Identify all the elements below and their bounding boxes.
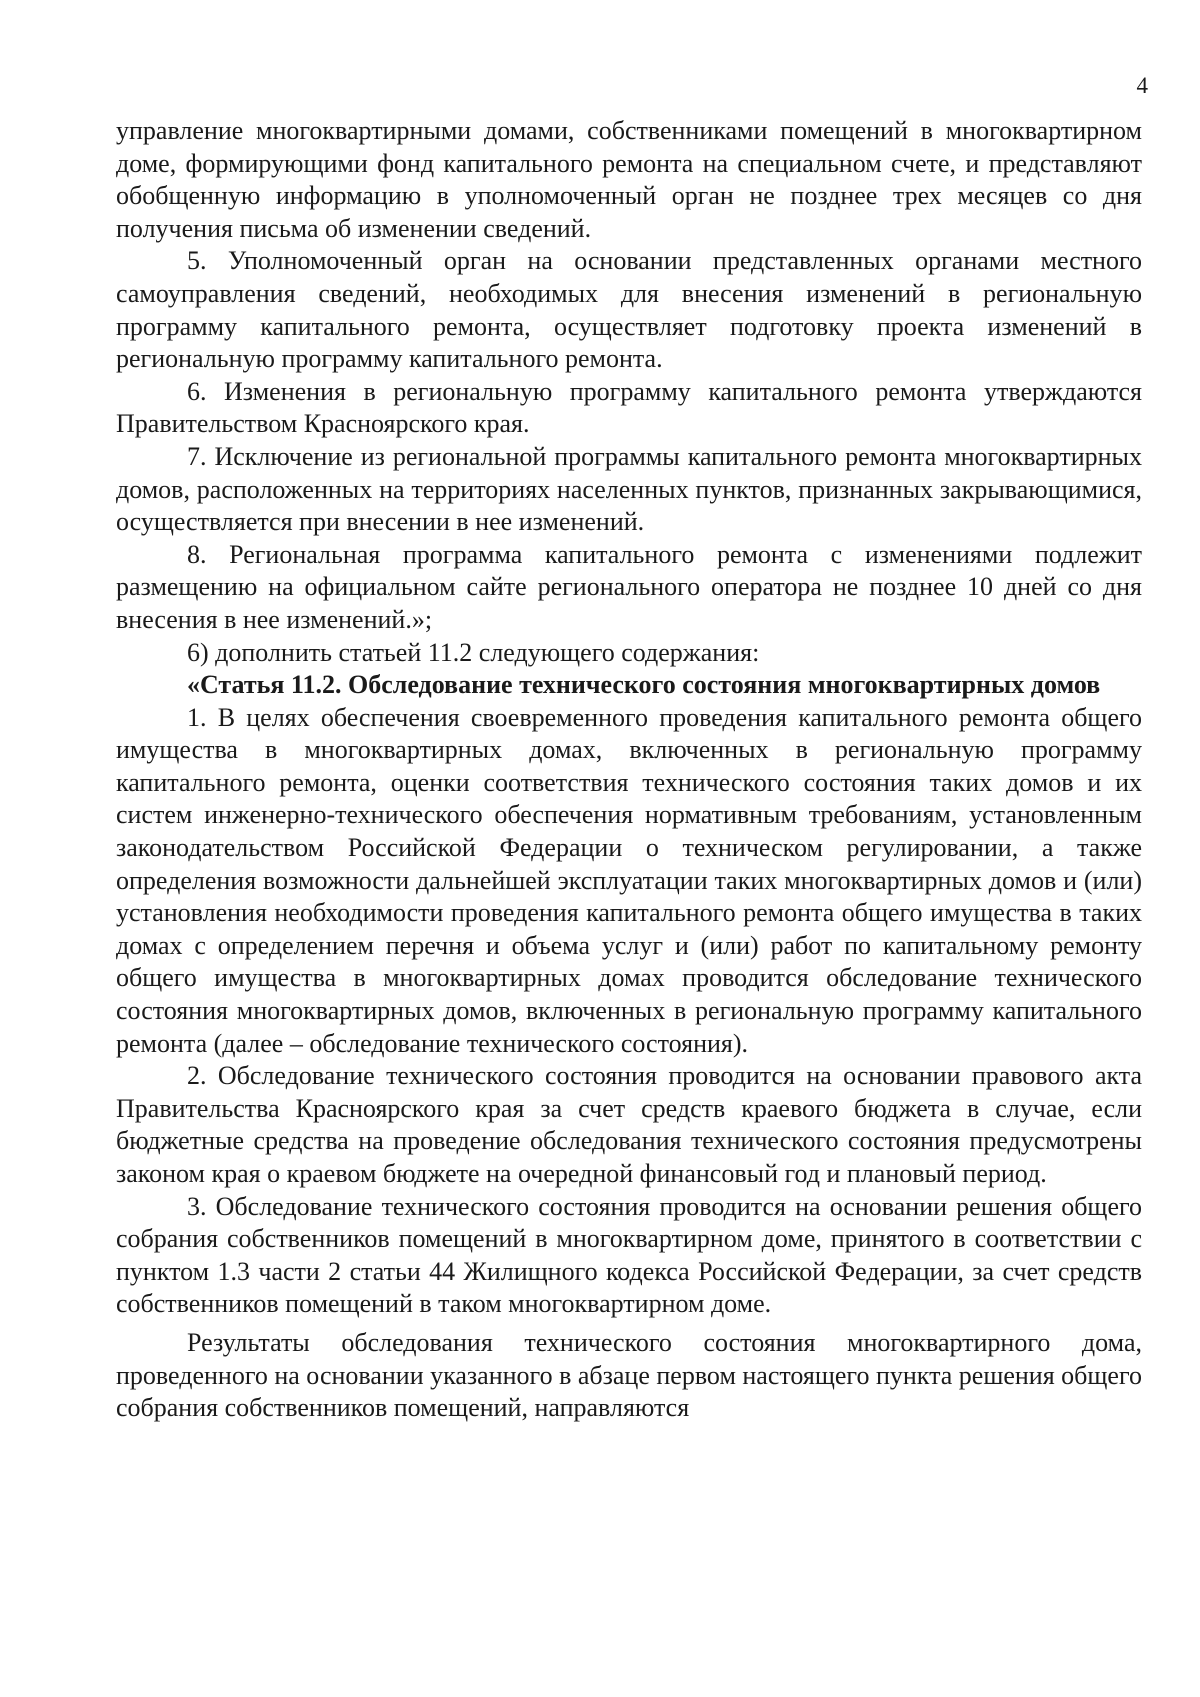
paragraph-article-item-1: 1. В целях обеспечения своевременного проведения капитального ремонта общего имущества в многоквартирных домах, включенных в региональную программу капитального ремонта, оценки соответствия технического состояния таких домов и их систем инженерно-технического обеспечения нормативным требованиям, установленным законодательством Российской Федерации о техническом регулировании, а также определения возможности дальнейшей эксплуатации таких многоквартирных домов и (или) установления необходимости проведения капитального ремонта общего имущества в таких домах с определением перечня и объема услуг и (или) работ по капитальному ремонту общего имущества в многоквартирных домах проводится обследование технического состояния многоквартирных домов, включенных в региональную программу капитального ремонта (далее – обследование технического состояния). [116, 702, 1142, 1058]
document-body [116, 115, 1142, 1425]
paragraph-article-item-3: 3. Обследование технического состояния проводится на основании решения общего собрания собственников помещений в многоквартирном доме, принятого в соответствии с пунктом 1.3 части 2 статьи 44 Жилищного кодекса Российской Федерации, за счет средств собственников помещений в таком многоквартирном доме. [116, 1191, 1142, 1319]
paragraph-article-item-2: 2. Обследование технического состояния проводится на основании правового акта Правительства Красноярского края за счет средств краевого бюджета в случае, если бюджетные средства на проведение обследования технического состояния предусмотрены законом края о краевом бюджете на очередной финансовый год и плановый период. [116, 1061, 1142, 1188]
paragraph-continuation: управление многоквартирными домами, собственниками помещений в многоквартирном доме, формирующими фонд капитального ремонта на специальном счете, и представляют обобщенную информацию в уполномоченный орган не позднее трех месяцев со дня получения письма об изменении сведений. [116, 116, 1142, 243]
paragraph-item-8: 8. Региональная программа капитального ремонта с изменениями подлежит размещению на официальном сайте регионального оператора не позднее 10 дней со дня внесения в нее изменений.»; [116, 539, 1142, 634]
paragraph-amendment-6: 6) дополнить статьей 11.2 следующего содержания: [187, 637, 760, 667]
article-heading: «Статья 11.2. Обследование технического состояния многоквартирных домов [187, 670, 1101, 700]
paragraph-item-5: 5. Уполномоченный орган на основании представленных органами местного самоуправления сведений, необходимых для внесения изменений в региональную программу капитального ремонта, осуществляет подготовку проекта изменений в региональную программу капитального ремонта. [116, 246, 1142, 374]
paragraph-item-6: 6. Изменения в региональную программу капитального ремонта утверждаются Правительством Красноярского края. [116, 376, 1142, 439]
paragraph-results: Результаты обследования технического состояния многоквартирного дома, проведенного на основании указанного в абзаце первом настоящего пункта решения общего собрания собственников помещений, направляются [116, 1327, 1142, 1423]
paragraph-item-7: 7. Исключение из региональной программы капитального ремонта многоквартирных домов, расположенных на территориях населенных пунктов, признанных закрывающимися, осуществляется при внесении в нее изменений. [116, 441, 1142, 537]
page-number: 4 [1136, 73, 1148, 98]
